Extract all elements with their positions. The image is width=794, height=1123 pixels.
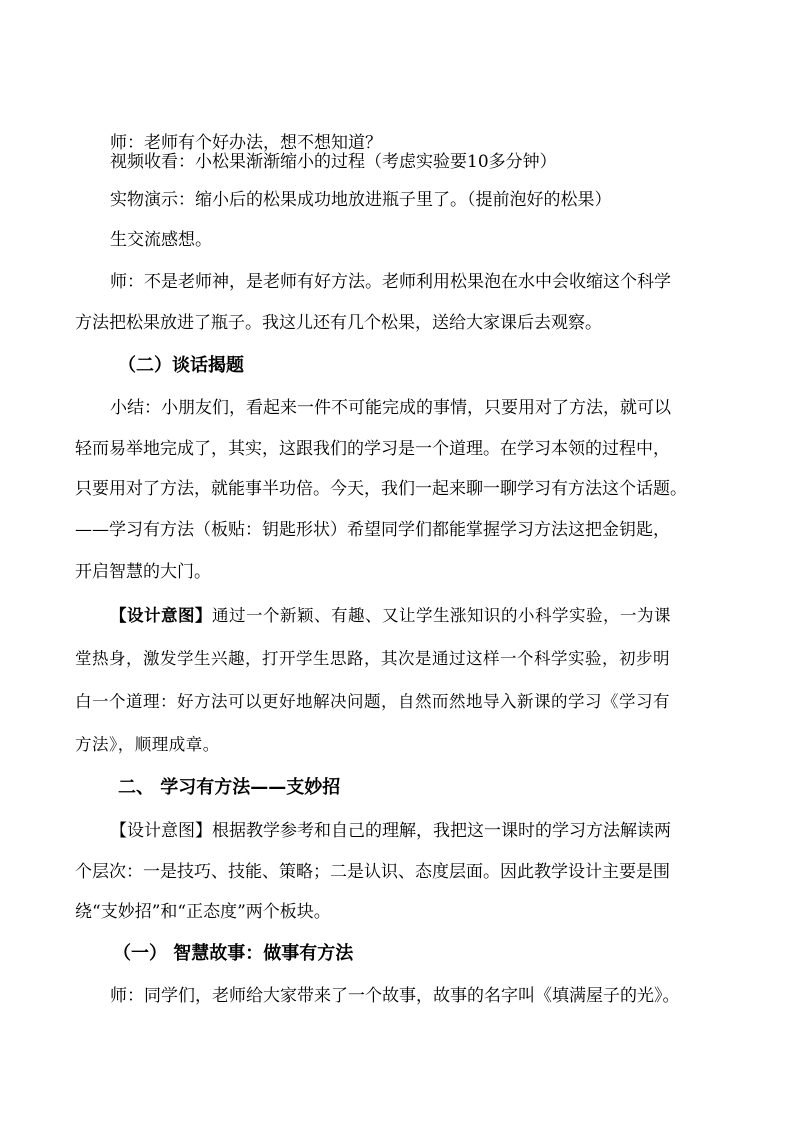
paragraph: 师：老师有个好办法，想不想知道？	[110, 133, 382, 153]
paragraph: ——学习有方法（板贴：钥匙形状）希望同学们都能掌握学习方法这把金钥匙，	[75, 520, 670, 540]
design-intent-label: 【设计意图】	[110, 606, 212, 625]
design-intent-paragraph	[110, 819, 671, 843]
section-heading: 二、 学习有方法——支妙招	[118, 777, 341, 798]
paragraph: 开启智慧的大门。	[75, 562, 211, 582]
design-intent-paragraph	[110, 604, 671, 628]
design-intent-label: 【设计意图】	[110, 821, 212, 841]
paragraph: 方法把松果放进了瓶子。我这儿还有几个松果，送给大家课后去观察。	[75, 313, 602, 333]
paragraph: 小结：小朋友们，看起来一件不可能完成的事情，只要用对了方法，就可以	[110, 398, 671, 418]
paragraph: 绕“支妙招”和“正态度”两个板块。	[75, 902, 331, 922]
paragraph-text: 根据教学参考和自己的理解，我把这一课时的学习方法解读两	[212, 821, 671, 841]
paragraph: 实物演示：缩小后的松果成功地放进瓶子里了。（提前泡好的松果）	[110, 190, 612, 210]
paragraph: 生交流感想。	[110, 230, 212, 250]
paragraph: 堂热身，激发学生兴趣，打开学生思路，其次是通过这样一个科学实验，初步明	[75, 649, 670, 668]
paragraph: 视频收看：小松果渐渐缩小的过程（考虑实验要10多分钟）	[110, 152, 557, 172]
subsection-heading: （一） 智慧故事：做事有方法	[113, 943, 354, 964]
paragraph: 师：不是老师神，是老师有好方法。老师利用松果泡在水中会收缩这个科学	[110, 272, 671, 292]
paragraph: 方法》，顺理成章。	[75, 735, 220, 754]
paragraph: 白一个道理：好方法可以更好地解决问题，自然而然地导入新课的学习《学习有	[75, 692, 670, 711]
paragraph: 个层次：一是技巧、技能、策略；二是认识、态度层面。因此教学设计主要是围	[75, 862, 670, 882]
paragraph-text: 通过一个新颖、有趣、又让学生涨知识的小科学实验，一为课	[212, 606, 671, 625]
paragraph: 只要用对了方法，就能事半功倍。今天，我们一起来聊一聊学习有方法这个话题。	[75, 479, 687, 499]
section-heading: （二）谈话揭题	[118, 355, 244, 376]
paragraph: 轻而易举地完成了，其实，这跟我们的学习是一个道理。在学习本领的过程中，	[75, 439, 670, 459]
paragraph: 师：同学们，老师给大家带来了一个故事，故事的名字叫《填满屋子的光》。	[110, 986, 680, 1006]
